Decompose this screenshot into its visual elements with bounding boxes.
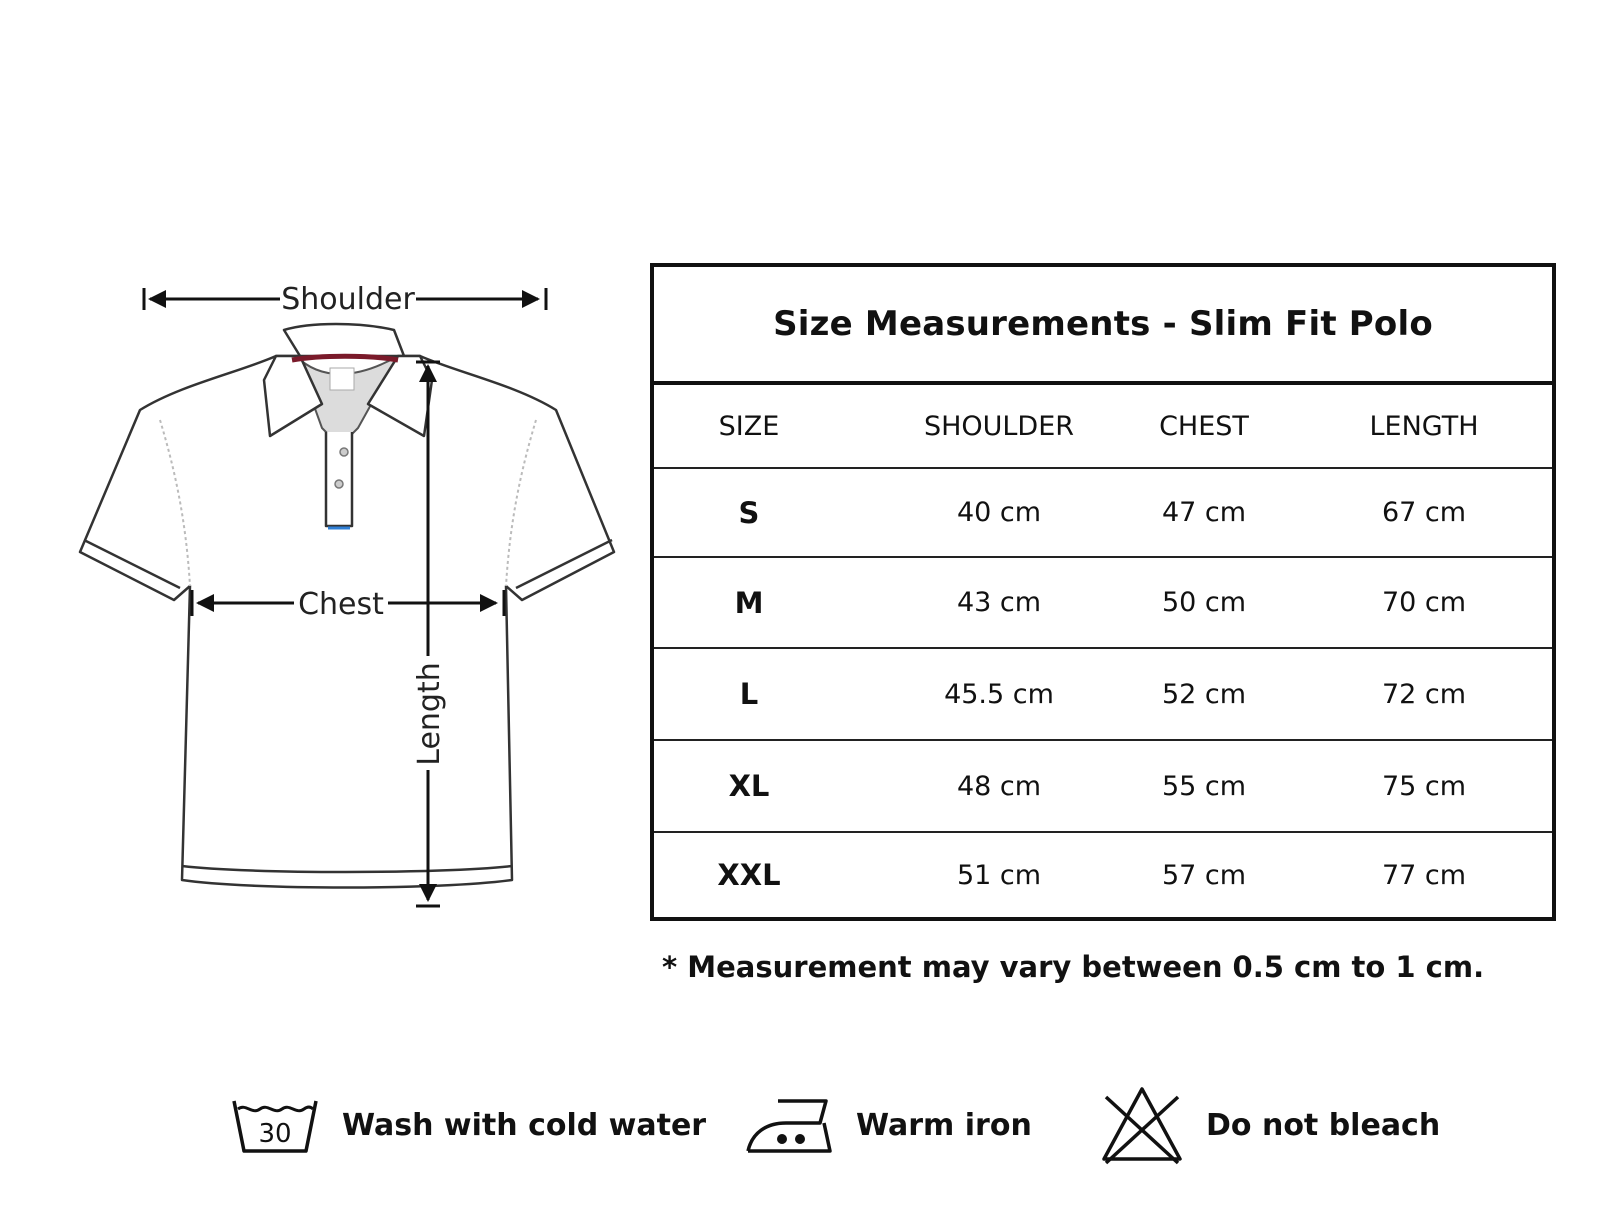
bleach-label: Do not bleach bbox=[1206, 1107, 1441, 1143]
measurement-note: * Measurement may vary between 0.5 cm to 1 cm. bbox=[662, 950, 1485, 984]
shoulder-cell: 43 cm bbox=[956, 587, 1042, 618]
neck-tag bbox=[330, 368, 354, 390]
chest-label: Chest bbox=[298, 587, 384, 622]
wash-tub-icon bbox=[230, 1095, 320, 1155]
placket-button bbox=[340, 448, 348, 456]
wash-label: Wash with cold water bbox=[342, 1107, 707, 1143]
care-bleach bbox=[1100, 1080, 1440, 1170]
length-cell: 72 cm bbox=[1381, 678, 1467, 710]
length-label: Length bbox=[412, 662, 447, 766]
iron-label: Warm iron bbox=[856, 1107, 1032, 1143]
size-cell: M bbox=[734, 585, 764, 620]
chest-cell: 57 cm bbox=[1161, 859, 1247, 891]
header-shoulder: SHOULDER bbox=[923, 410, 1075, 442]
table-row bbox=[654, 469, 1552, 558]
shoulder-cell: 40 cm bbox=[956, 497, 1042, 528]
shoulder-cell: 48 cm bbox=[956, 770, 1042, 802]
header-length: LENGTH bbox=[1369, 410, 1479, 442]
size-measurement-table bbox=[650, 263, 1556, 921]
polo-shirt-diagram bbox=[0, 0, 640, 940]
chest-cell: 55 cm bbox=[1161, 770, 1247, 802]
no-bleach-icon bbox=[1100, 1083, 1184, 1167]
length-cell: 77 cm bbox=[1381, 859, 1467, 891]
placket-button bbox=[335, 480, 343, 488]
header-size: SIZE bbox=[718, 410, 780, 442]
header-chest: CHEST bbox=[1159, 410, 1249, 442]
shoulder-label: Shoulder bbox=[281, 282, 415, 317]
table-header-row bbox=[654, 385, 1552, 469]
table-row bbox=[654, 558, 1552, 649]
care-iron bbox=[744, 1080, 1032, 1170]
size-cell: L bbox=[739, 677, 759, 711]
size-cell: XXL bbox=[717, 858, 781, 892]
chest-cell: 52 cm bbox=[1161, 678, 1247, 710]
table-row bbox=[654, 741, 1552, 833]
length-cell: 70 cm bbox=[1381, 587, 1467, 618]
shoulder-cell: 45.5 cm bbox=[944, 678, 1054, 710]
table-title: Size Measurements - Slim Fit Polo bbox=[654, 267, 1552, 385]
care-wash bbox=[230, 1080, 706, 1170]
shoulder-cell: 51 cm bbox=[956, 859, 1042, 891]
chest-cell: 47 cm bbox=[1161, 497, 1247, 528]
wash-temp: 30 bbox=[258, 1119, 292, 1149]
chest-cell: 50 cm bbox=[1161, 587, 1247, 618]
table-row bbox=[654, 833, 1552, 917]
size-cell: XL bbox=[728, 769, 770, 803]
size-cell: S bbox=[738, 495, 760, 530]
length-cell: 75 cm bbox=[1381, 770, 1467, 802]
length-cell: 67 cm bbox=[1381, 497, 1467, 528]
iron-icon bbox=[744, 1095, 834, 1155]
table-row bbox=[654, 649, 1552, 741]
